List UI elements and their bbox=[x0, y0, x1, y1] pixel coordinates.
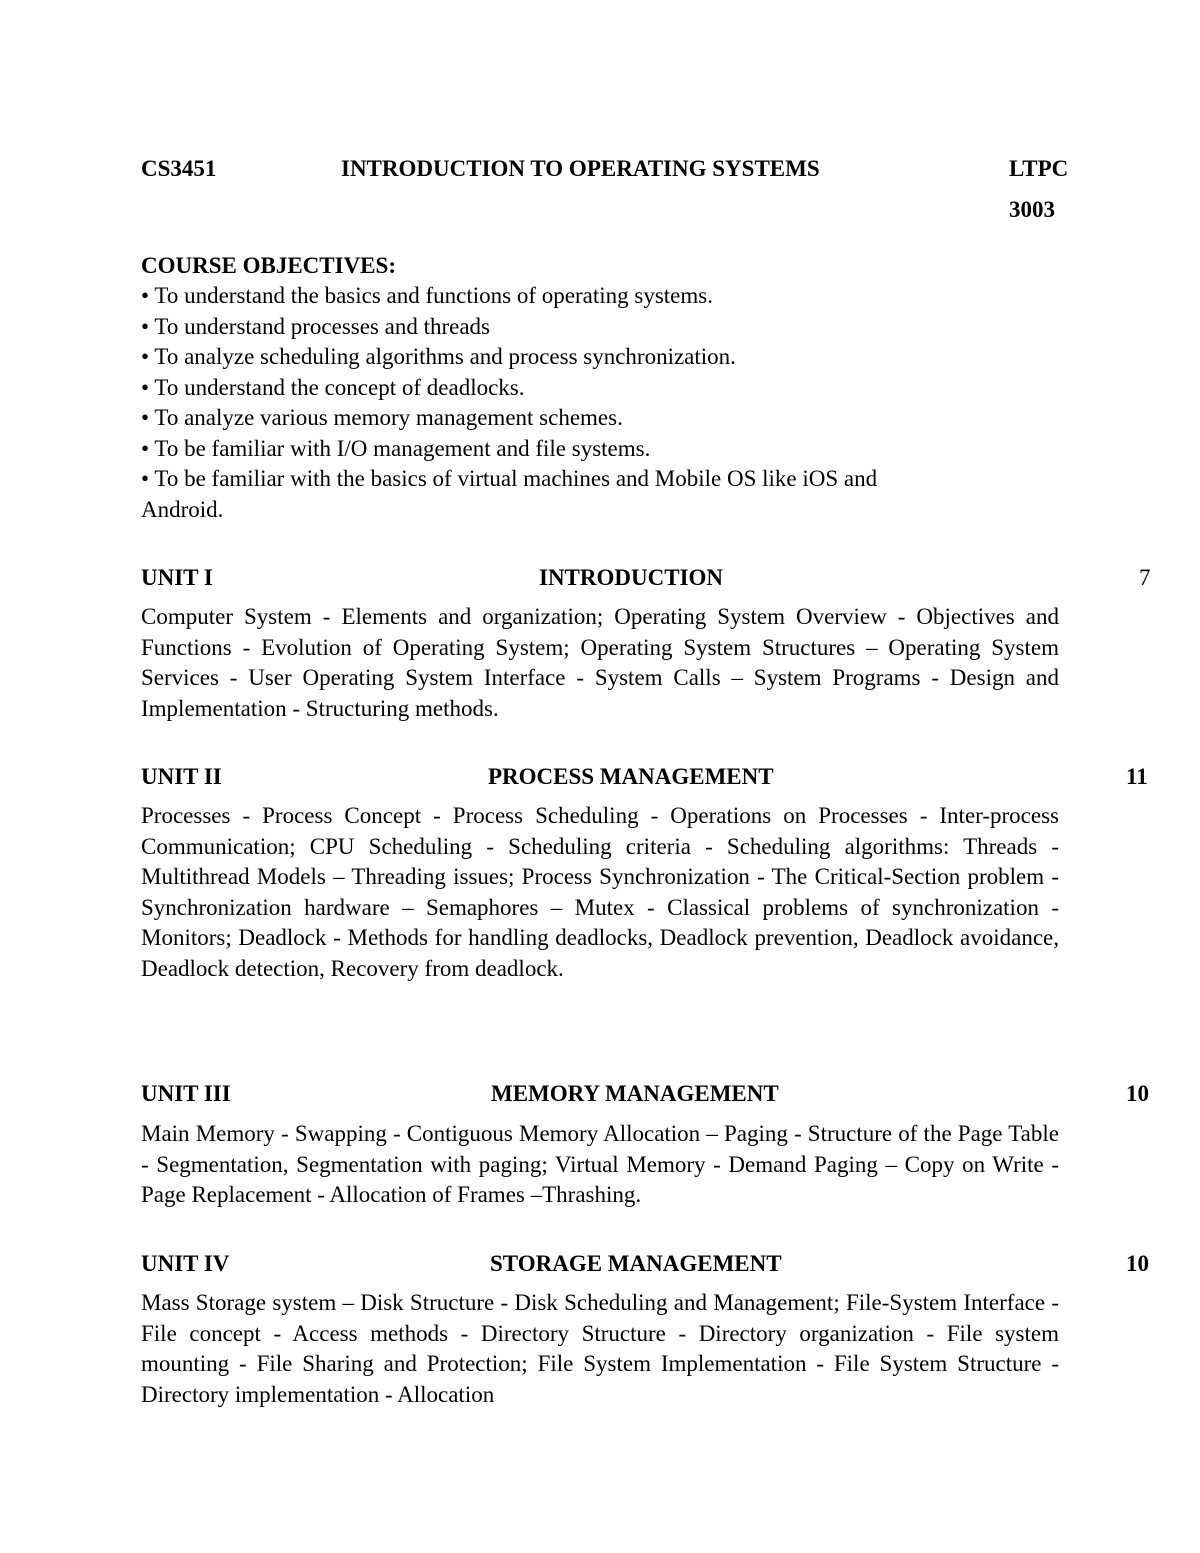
objective-item: • To analyze scheduling algorithms and process synchronization. bbox=[141, 344, 736, 369]
unit-4-content: Mass Storage system – Disk Structure - Disk Scheduling and Management; File-System Interface - File concept - Access methods - Directory Structure - Directory organization - File system mounting - File Sharing and Protection; File System Implementation - File System Structure - Directory implementation - Allocation bbox=[141, 1290, 1059, 1407]
course-code: CS3451 bbox=[141, 156, 217, 181]
unit-3-label: UNIT III bbox=[141, 1081, 231, 1106]
course-title: INTRODUCTION TO OPERATING SYSTEMS bbox=[341, 156, 820, 181]
ltpc-value: 3003 bbox=[1009, 197, 1055, 222]
objective-item: Android. bbox=[141, 496, 224, 522]
objective-item: • To be familiar with I/O management and file systems. bbox=[141, 435, 651, 461]
unit-4-label: UNIT IV bbox=[141, 1251, 230, 1276]
unit-1-content: Computer System - Elements and organization; Operating System Overview - Objectives and Functions - Evolution of Operating System; Operating System Structures – Operating System Services - User Operating System Interface - System Calls – System Programs - Design and Implementation - Structuring methods. bbox=[141, 604, 1059, 721]
objective-item: • To analyze various memory management schemes. bbox=[141, 405, 623, 430]
unit-3-title: MEMORY MANAGEMENT bbox=[491, 1081, 779, 1106]
unit-1-hours: 7 bbox=[1139, 565, 1151, 590]
objective-item: • To be familiar with the basics of virtual machines and Mobile OS like iOS and bbox=[141, 466, 878, 491]
objective-item: • To understand the basics and functions of operating systems. bbox=[141, 283, 713, 308]
unit-4-title: STORAGE MANAGEMENT bbox=[490, 1251, 782, 1276]
objective-item: • To understand processes and threads bbox=[141, 313, 491, 339]
objectives-heading: COURSE OBJECTIVES: bbox=[141, 253, 396, 278]
objective-item: • To understand the concept of deadlocks. bbox=[141, 374, 525, 400]
unit-1-title: INTRODUCTION bbox=[539, 565, 724, 590]
unit-2-content: Processes - Process Concept - Process Scheduling - Operations on Processes - Inter-process Communication; CPU Scheduling - Scheduling criteria - Scheduling algorithms: Threads - Multithread Models – Threading issues; Process Synchronization - The Critical-Section problem - Synchronization hardware – Semaphores – Mutex - Classical problems of synchronization - Monitors; Deadlock - Methods for handling deadlocks, Deadlock prevention, Deadlock avoidance, Deadlock detection, Recovery from deadlock. bbox=[141, 803, 1059, 981]
unit-2-title: PROCESS MANAGEMENT bbox=[488, 764, 774, 789]
unit-2-label: UNIT II bbox=[141, 764, 222, 789]
unit-2-hours: 11 bbox=[1126, 764, 1148, 789]
unit-3-hours: 10 bbox=[1126, 1081, 1149, 1106]
unit-4-hours: 10 bbox=[1126, 1251, 1149, 1276]
objectives-list bbox=[141, 281, 1041, 525]
unit-3-content: Main Memory - Swapping - Contiguous Memory Allocation – Paging - Structure of the Page Table - Segmentation, Segmentation with paging; Virtual Memory - Demand Paging – Copy on Write - Page Replacement - Allocation of Frames –Thrashing. bbox=[141, 1121, 1059, 1207]
ltpc-label: LTPC bbox=[1009, 156, 1069, 181]
unit-1-label: UNIT I bbox=[141, 565, 213, 590]
